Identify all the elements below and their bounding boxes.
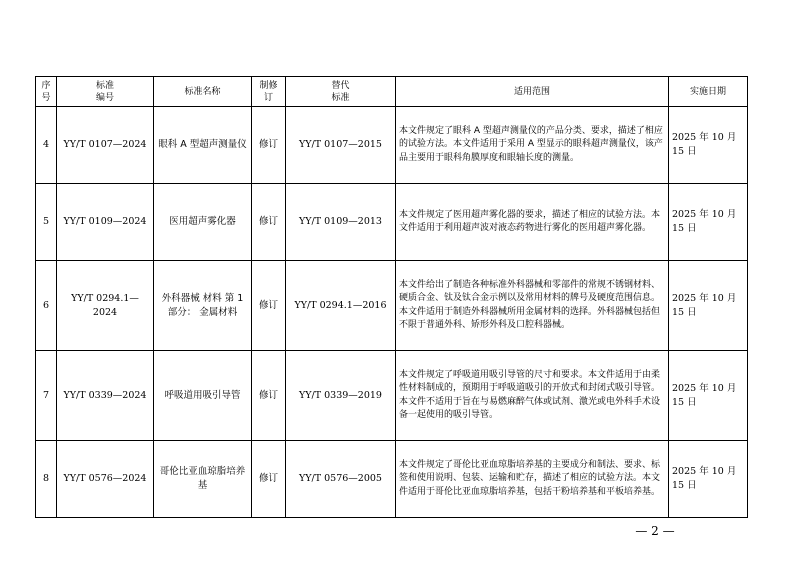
cell-std-no: YY/T 0576—2024 — [57, 441, 154, 518]
header-seq — [36, 77, 57, 107]
cell-scope: 本文件规定了眼科 A 型超声测量仪的产品分类、要求，描述了相应的试验方法。本文件适用于采用 A 型显示的眼科超声测量仪，该产品主要用于眼科角膜厚度和眼轴长度的测量。 — [396, 107, 669, 184]
cell-date: 2025 年 10 月 15 日 — [669, 351, 748, 441]
cell-date: 2025 年 10 月 15 日 — [669, 184, 748, 261]
cell-revision: 修订 — [252, 184, 286, 261]
cell-replaced: YY/T 0339—2019 — [286, 351, 396, 441]
cell-seq: 7 — [36, 351, 57, 441]
cell-seq: 4 — [36, 107, 57, 184]
cell-seq: 5 — [36, 184, 57, 261]
cell-std-no: YY/T 0294.1—2024 — [57, 261, 154, 351]
cell-seq: 6 — [36, 261, 57, 351]
header-row — [36, 77, 748, 107]
page-number: — 2 — — [635, 524, 675, 538]
cell-std-no: YY/T 0109—2024 — [57, 184, 154, 261]
standards-table — [35, 76, 748, 518]
cell-date: 2025 年 10 月 15 日 — [669, 441, 748, 518]
cell-replaced: YY/T 0576—2005 — [286, 441, 396, 518]
cell-scope: 本文件规定了哥伦比亚血琼脂培养基的主要成分和制法、要求、标签和使用说明、包装、运输和贮存，描述了相应的试验方法。本文件适用于哥伦比亚血琼脂培养基，包括干粉培养基和平板培养基。 — [396, 441, 669, 518]
cell-scope: 本文件规定了呼吸道用吸引导管的尺寸和要求。本文件适用于由柔性材料制成的，预期用于呼吸道吸引的开放式和封闭式吸引导管。本文件不适用于旨在与易燃麻醉气体或试剂、激光或电外科手术设备一起使用的吸引导管。 — [396, 351, 669, 441]
cell-std-no: YY/T 0339—2024 — [57, 351, 154, 441]
cell-std-no: YY/T 0107—2024 — [57, 107, 154, 184]
header-std-no-a: 标准 — [95, 80, 114, 91]
header-scope: 适用范围 — [396, 77, 669, 107]
cell-replaced: YY/T 0109—2013 — [286, 184, 396, 261]
table-row — [36, 184, 748, 261]
header-std-no-b: 编号 — [95, 92, 114, 103]
header-revision-b: 订 — [263, 92, 273, 103]
cell-name: 医用超声雾化器 — [154, 184, 252, 261]
header-replaced — [286, 77, 396, 107]
header-replaced-a: 替代 — [331, 80, 350, 91]
cell-replaced: YY/T 0107—2015 — [286, 107, 396, 184]
cell-revision: 修订 — [252, 351, 286, 441]
cell-date: 2025 年 10 月 15 日 — [669, 107, 748, 184]
cell-name: 哥伦比亚血琼脂培养基 — [154, 441, 252, 518]
header-revision — [252, 77, 286, 107]
header-revision-a: 制修 — [259, 80, 278, 91]
table-row — [36, 107, 748, 184]
cell-revision: 修订 — [252, 441, 286, 518]
cell-name: 外科器械 材料 第 1 部分： 金属材料 — [154, 261, 252, 351]
table-row — [36, 261, 748, 351]
cell-scope: 本文件规定了医用超声雾化器的要求，描述了相应的试验方法。本文件适用于利用超声波对液态药物进行雾化的医用超声雾化器。 — [396, 184, 669, 261]
header-seq-a: 序 — [41, 80, 51, 91]
header-name: 标准名称 — [154, 77, 252, 107]
cell-date: 2025 年 10 月 15 日 — [669, 261, 748, 351]
cell-seq: 8 — [36, 441, 57, 518]
header-date: 实施日期 — [669, 77, 748, 107]
header-seq-b: 号 — [41, 92, 51, 103]
header-replaced-b: 标准 — [331, 92, 350, 103]
header-std-no — [57, 77, 154, 107]
table-row — [36, 351, 748, 441]
cell-replaced: YY/T 0294.1—2016 — [286, 261, 396, 351]
table-row — [36, 441, 748, 518]
cell-revision: 修订 — [252, 107, 286, 184]
cell-scope: 本文件给出了制造各种标准外科器械和零部件的常规不锈钢材料、硬质合金、钛及钛合金示例以及常用材料的牌号及硬度范围信息。本文件适用于制造外科器械所用金属材料的选择。外科器械包括但不限于普通外科、矫形外科及口腔科器械。 — [396, 261, 669, 351]
cell-name: 眼科 A 型超声测量仪 — [154, 107, 252, 184]
cell-name: 呼吸道用吸引导管 — [154, 351, 252, 441]
cell-revision: 修订 — [252, 261, 286, 351]
